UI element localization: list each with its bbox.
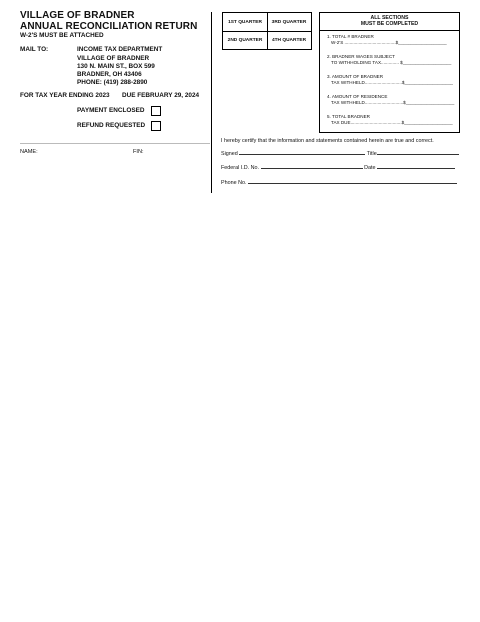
phone-label: Phone No. <box>221 180 247 186</box>
section-item-field[interactable]: TAX DUE........................................$___________________ <box>331 120 453 125</box>
title-label: Title <box>366 151 377 157</box>
mail-address-line: 130 N. MAIN ST., BOX 599 <box>77 63 155 70</box>
due-date: DUE FEBRUARY 29, 2024 <box>122 92 200 99</box>
signed-row <box>221 150 459 157</box>
phone-field[interactable] <box>248 179 457 184</box>
certify-statement: I hereby certify that the information and statements contained herein are true and correct. <box>221 138 434 144</box>
federal-id-label: Federal I.D. No. <box>221 165 260 171</box>
payment-enclosed-label: PAYMENT ENCLOSED <box>77 107 145 114</box>
date-label: Date <box>364 165 376 171</box>
section-item-label: 1. TOTAL # BRADNER <box>327 34 374 39</box>
quarter-table <box>222 12 312 50</box>
quarter-cell-1st[interactable]: 1ST QUARTER <box>228 19 262 25</box>
fin-label: FIN: <box>133 149 144 155</box>
section-item-label: 4. AMOUNT OF RESIDENCE <box>327 94 388 99</box>
title-field[interactable] <box>377 150 459 155</box>
divider <box>223 31 311 32</box>
column-divider <box>211 12 212 193</box>
section-item-field[interactable]: TAX WITHHELD.............................$___________________ <box>331 80 453 85</box>
mail-address-line: INCOME TAX DEPARTMENT <box>77 46 163 53</box>
name-label: NAME: <box>20 149 38 155</box>
sections-subheading: MUST BE COMPLETED <box>360 21 419 27</box>
form-title-line2: ANNUAL RECONCILIATION RETURN <box>20 21 198 32</box>
w2-note: W-2'S MUST BE ATTACHED <box>20 32 104 39</box>
quarter-cell-4th[interactable]: 4TH QUARTER <box>271 37 307 43</box>
signed-field[interactable] <box>239 150 365 155</box>
section-item-field[interactable]: W-2'S ........................................$___________________ <box>331 40 447 45</box>
payment-enclosed-checkbox[interactable] <box>151 106 161 116</box>
section-item-label: 3. AMOUNT OF BRADNER <box>327 74 384 79</box>
quarter-cell-3rd[interactable]: 3RD QUARTER <box>271 19 307 25</box>
federal-id-field[interactable] <box>261 164 363 169</box>
mail-address-line: VILLAGE OF BRADNER <box>77 55 150 62</box>
mail-phone-line: PHONE: (419) 288-2890 <box>77 79 148 86</box>
mail-to-label: MAIL TO: <box>20 46 49 53</box>
tax-year-ending: FOR TAX YEAR ENDING 2023 <box>20 92 110 99</box>
quarter-cell-2nd[interactable]: 2ND QUARTER <box>227 37 263 43</box>
refund-requested-checkbox[interactable] <box>151 121 161 131</box>
sections-heading: ALL SECTIONS <box>370 15 409 21</box>
divider <box>20 143 210 144</box>
divider <box>320 30 459 31</box>
form-title-line1: VILLAGE OF BRADNER <box>20 10 135 21</box>
federal-id-row <box>221 164 455 171</box>
sections-box <box>319 12 460 133</box>
phone-row <box>221 179 457 186</box>
section-item-label: 2. BRADNER WAGES SUBJECT <box>327 54 395 59</box>
section-item-field[interactable]: TO WITHHOLDING TAX.............. $___________________ <box>331 60 452 65</box>
mail-address-line: BRADNER, OH 43406 <box>77 71 142 78</box>
section-item-label: 5. TOTAL BRADNER <box>327 114 370 119</box>
date-field[interactable] <box>377 164 455 169</box>
section-item-field[interactable]: TAX WITHHELD..............................$___________________ <box>331 100 455 105</box>
refund-requested-label: REFUND REQUESTED <box>77 122 146 129</box>
signed-label: Signed <box>221 151 238 157</box>
